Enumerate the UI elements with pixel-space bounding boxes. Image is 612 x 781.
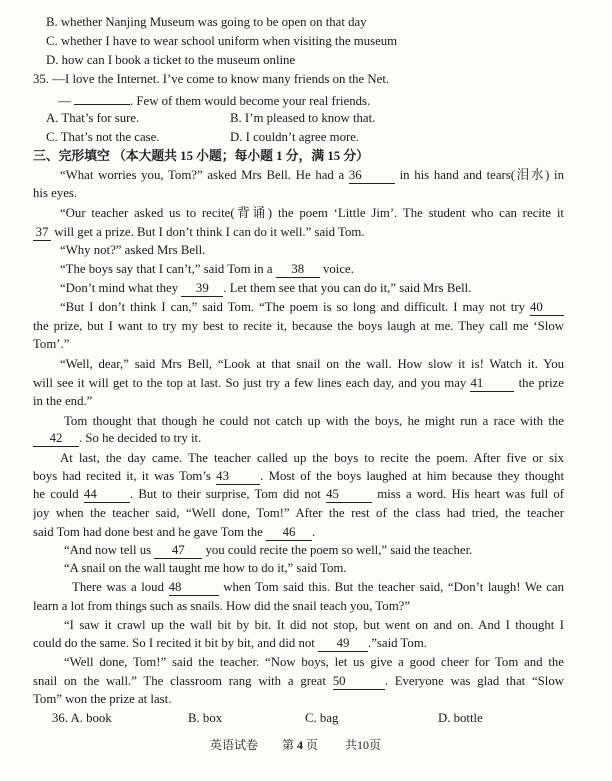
footer-page-prefix: 第 xyxy=(282,738,295,752)
question-35-reply xyxy=(58,90,564,108)
option-d: D. bottle xyxy=(438,711,483,725)
question-35 xyxy=(33,70,564,88)
passage-line xyxy=(64,541,564,559)
reply-text: . Few of them would become your real friends. xyxy=(130,94,371,108)
passage-line xyxy=(33,597,564,615)
passage-text: “I saw it crawl up the wall bit by bit. It did not stop, but went on and on. And I thought I xyxy=(64,618,564,632)
passage-text: . Let them see that you can do it,” said Mrs Bell. xyxy=(223,281,472,295)
passage-text: boys had recited it, it was Tom’s xyxy=(33,469,211,483)
blank-37: 37 xyxy=(33,226,51,241)
passage-line xyxy=(33,429,564,447)
passage-text: he could xyxy=(33,487,79,501)
passage-line xyxy=(64,653,564,671)
footer-subject: 英语试卷 xyxy=(210,738,259,752)
blank-40: 40 xyxy=(530,301,564,316)
passage-text: you could recite the poem so well,” said the teacher. xyxy=(205,543,473,557)
option-a: A. That’s for sure. xyxy=(46,111,140,125)
passage-line xyxy=(60,449,564,467)
passage-text: his eyes. xyxy=(33,186,78,200)
blank-50: 50 xyxy=(333,675,385,690)
passage-text: in the end.” xyxy=(33,394,93,408)
passage-line xyxy=(60,204,564,222)
blank-45: 45 xyxy=(326,488,372,503)
passage-text: “What worries you, Tom?” asked Mrs Bell. He had a xyxy=(60,168,345,182)
passage-line xyxy=(33,672,564,690)
passage-line xyxy=(72,578,564,596)
passage-line xyxy=(64,559,564,577)
passage-text: At last, the day came. The teacher called up the boys to recite the poem. After five or six xyxy=(60,451,564,465)
passage-text: . But to their surprise, Tom did not xyxy=(129,487,321,501)
passage-line xyxy=(33,467,564,485)
footer-page-suffix: 页 xyxy=(306,738,319,752)
reply-dash: — xyxy=(58,94,71,108)
passage-line xyxy=(60,166,564,184)
blank-44: 44 xyxy=(84,488,130,503)
passage-text: . Everyone was glad that “Slow xyxy=(384,674,564,688)
blank-47: 47 xyxy=(154,544,202,559)
blank-46: 46 xyxy=(266,526,312,541)
option-a: A. book xyxy=(70,711,112,725)
passage-text: will get a prize. But I don’t think I can do it well.” said Tom. xyxy=(54,225,365,239)
passage-text: “Why not?” asked Mrs Bell. xyxy=(60,243,206,257)
passage-text: said Tom had done best and he gave Tom the xyxy=(33,525,263,539)
passage-text: when Tom said this. But the teacher said, “Don’t laugh! We can xyxy=(223,580,564,594)
passage-text: “And now tell us xyxy=(64,543,152,557)
passage-text: the prize, but I want to try my best to recite it, because the boys laugh at me. They call me ‘Slow xyxy=(33,319,564,333)
passage-line xyxy=(33,335,564,353)
passage-text: the prize xyxy=(518,376,564,390)
passage-text: “A snail on the wall taught me how to do it,” said Tom. xyxy=(64,561,347,575)
question-number: 35. xyxy=(33,72,49,86)
passage-line xyxy=(64,616,564,634)
passage-line xyxy=(33,392,564,410)
blank-43: 43 xyxy=(216,470,260,485)
option-c: C. whether I have to wear school uniform when visiting the museum xyxy=(46,34,398,48)
footer-page xyxy=(282,736,318,754)
passage-text: . So he decided to try it. xyxy=(79,431,202,445)
option-b: B. I’m pleased to know that. xyxy=(230,111,376,125)
option-b: B. box xyxy=(188,711,223,725)
passage-line xyxy=(33,374,564,392)
blank-41: 41 xyxy=(470,377,514,392)
passage-text: “Well done, Tom!” said the teacher. “Now boys, let us give a good cheer for Tom and the xyxy=(64,655,564,669)
footer-total: 共10页 xyxy=(345,738,382,752)
question-stem: —I love the Internet. I’ve come to know many friends on the Net. xyxy=(52,72,390,86)
option-b: B. whether Nanjing Museum was going to be open on that day xyxy=(46,15,367,29)
blank-48: 48 xyxy=(169,581,219,596)
passage-text: “But I don’t think I can,” said Tom. “The poem is so long and difficult. I may not try xyxy=(60,300,526,314)
passage-line xyxy=(60,298,564,316)
passage-line xyxy=(33,223,564,241)
option-c: C. bag xyxy=(305,711,339,725)
passage-text: . Most of the boys laughed at him because they thought xyxy=(260,469,564,483)
option-c: C. That’s not the case. xyxy=(46,130,160,144)
passage-text: miss a word. His heart was full of xyxy=(377,487,564,501)
passage-line xyxy=(33,690,564,708)
passage-line xyxy=(60,260,564,278)
passage-text: joy when the teacher said, “Well done, Tom!” After the rest of the class had tried, the teacher xyxy=(33,506,564,520)
passage-line xyxy=(33,523,564,541)
passage-text: .”said Tom. xyxy=(368,636,427,650)
passage-text: learn a lot from things such as snails. How did the snail teach you, Tom?” xyxy=(33,599,411,613)
section-heading xyxy=(33,147,564,165)
passage-text: “The boys say that I can’t,” said Tom in a xyxy=(60,262,273,276)
passage-text: could do the same. So I recited it bit by bit, and did not xyxy=(33,636,315,650)
blank-42: 42 xyxy=(33,432,79,447)
blank-49: 49 xyxy=(318,637,368,652)
question-number: 36. xyxy=(52,711,68,725)
passage-text: voice. xyxy=(322,262,354,276)
passage-text: “Our teacher asked us to recite(背诵) the poem ‘Little Jim’. The student who can recite it xyxy=(60,206,564,220)
blank-38: 38 xyxy=(276,263,320,278)
blank-39: 39 xyxy=(181,282,223,297)
passage-text: snail on the wall.” The classroom rang with a great xyxy=(33,674,326,688)
passage-line xyxy=(33,184,564,202)
blank-36: 36 xyxy=(349,169,395,184)
passage-line xyxy=(60,279,564,297)
footer-page-number: 4 xyxy=(297,738,304,752)
section-title: 三、完形填空 xyxy=(33,149,110,163)
passage-text: “Don’t mind what they xyxy=(60,281,179,295)
passage-line xyxy=(64,412,564,430)
passage-text: . xyxy=(312,525,316,539)
option-d: D. how can I book a ticket to the museum online xyxy=(46,53,296,67)
passage-text: “Well, dear,” said Mrs Bell, “Look at that snail on the wall. How slow it is! Watch it. You xyxy=(60,357,564,371)
passage-line xyxy=(60,355,564,373)
passage-text: Tom’.” xyxy=(33,337,70,351)
section-note: （本大题共 15 小题；每小题 1 分，满 15 分） xyxy=(112,149,369,163)
option-d: D. I couldn’t agree more. xyxy=(230,130,360,144)
passage-line xyxy=(33,485,564,503)
answer-blank xyxy=(74,90,130,105)
passage-line xyxy=(33,634,564,652)
passage-text: will see it will get to the top at last. So just try a few lines each day, and you may xyxy=(33,376,467,390)
passage-line xyxy=(60,241,564,259)
passage-text: There was a loud xyxy=(72,580,164,594)
passage-text: in his hand and tears(泪水) in xyxy=(399,168,564,182)
question-36 xyxy=(52,709,112,727)
passage-text: Tom” won the prize at last. xyxy=(33,692,172,706)
passage-line xyxy=(33,504,564,522)
passage-line xyxy=(33,317,564,335)
passage-text: Tom thought that though he could not catch up with the boys, he might run a race with the xyxy=(64,414,564,428)
